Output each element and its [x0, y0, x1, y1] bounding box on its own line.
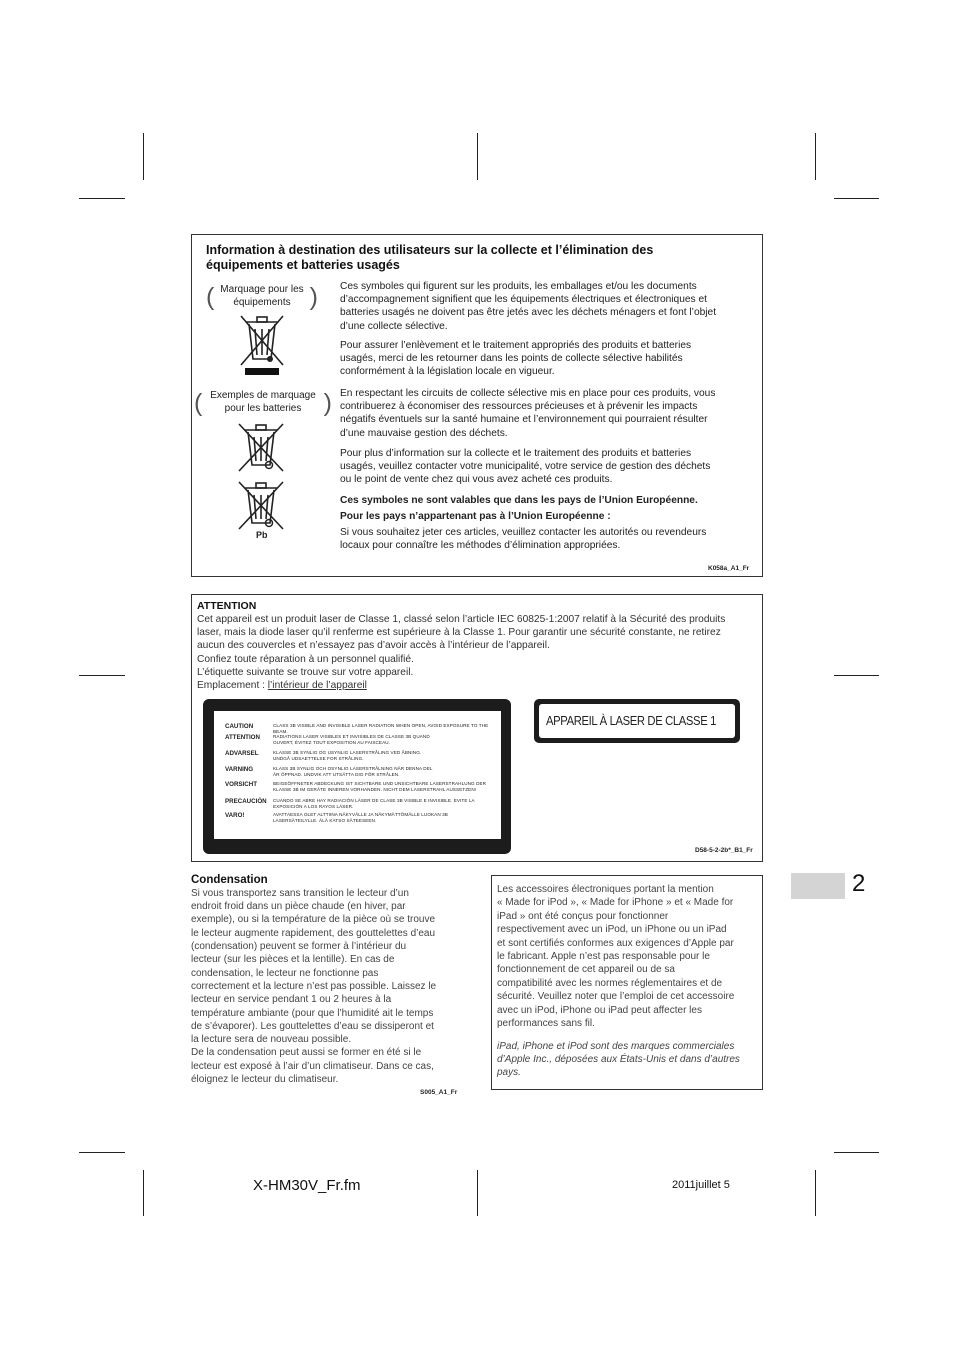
weee-paragraph-4: Pour plus d’information sur la collecte et le traitement des produits et batteries usagés, veuillez contacter votre municipalité, votre service de gestion des déchets ou le point de vente chez qui vous avez acheté ces produits. [340, 448, 711, 486]
condensation-title: Condensation [191, 874, 268, 886]
crossed-bin-battery-icon [236, 421, 286, 473]
crossed-bin-battery-pb-icon [236, 479, 286, 531]
condensation-code: S005_A1_Fr [420, 1089, 458, 1096]
weee-code: K058a_A1_Fr [708, 565, 750, 572]
crop-mark [834, 198, 879, 199]
weee-title: Information à destination des utilisateurs sur la collecte et l’élimination des équipements et batteries usagés [206, 243, 654, 272]
label-location: Emplacement : l’intérieur de l’appareil [197, 680, 367, 691]
crop-mark [834, 675, 879, 676]
laser-class-label: APPAREIL À LASER DE CLASSE 1 [534, 699, 740, 743]
equipment-marking-label: ( Marquage pour les équipements ) [216, 284, 308, 309]
crop-mark [79, 675, 125, 676]
battery-marking-label: ( Exemples de marquage pour les batteries ) [204, 390, 322, 415]
weee-paragraph-7: Si vous souhaitez jeter ces articles, veuillez contacter les autorités ou revendeurs locaux pour connaître les méthodes d’élimination appropriées. [340, 527, 707, 552]
crop-mark [143, 133, 144, 180]
weee-paragraph-3: En respectant les circuits de collecte sélective mis en place pour ces produits, vous contribuerez à économiser des ressources précieuses et à prévenir les impacts négatifs éventuels sur la santé humaine et l’environnement qui pourraient résulter d’une mauvaise gestion des déchets. [340, 388, 716, 439]
crossed-bin-icon [238, 313, 286, 377]
weee-non-eu-heading: Pour les pays n’appartenant pas à l’Union Européenne : [340, 511, 611, 522]
laser-warning-label: CAUTION CLASS 3B VISIBLE AND INVISIBLE LASER RADIATION WHEN OPEN, AVOID EXPOSURE TO THE BEAM. ATTENTION RADIATIONS LASER VISIBLES ET INVISIBLES DE CLASSE 3B QUAND OUVERT, ÉVITEZ TOUT EXPOSITION AU FAISCEAU. ADVARSEL KLASSE 3B SYNLIG OG USYNLIG LASERSTRÅLING VED ÅBNING. UNDGÅ UDSAETTELSE FOR STRÅLING. VARNING KLASS 3B SYNLIG OCH OSYNLIG LASERSTRÅLNING NÄR DENNA DEL ÄR ÖPPNAD. UNDVIK ATT UTSÄTTA DIG FÖR STRÅLEN. VORSICHT BEIGEÖFFNETER ABDECKUNG IST SICHTBARE UND UNSICHTBARE LASERSTRAHLUNG DER KLASSE 3B IM GERÄTE INNEREN VORHANDEN. NICHT DEM LASERSTRAHL AUSSETZEN! PRECAUCIÓN CUANDO SE ABRE HAY RADIACIÓN LÁSER DE CLASE 3B VISIBLE E INVISIBLE. EVITE LA EXPOSICIÓN A LOS RAYOS LÁSER. VARO! AVATTAESSA OLET ALTTIINA NÄKYVÄLLE JA NÄKYMÄTTÖMÄLLE LUOKAN 3B LASERSÄTEILYLLE. ÄLÄ KATSO SÄTEESEEN. [203, 699, 511, 854]
pb-label: Pb [256, 530, 268, 540]
attention-line: L’étiquette suivante se trouve sur votre appareil. [197, 667, 414, 678]
weee-info-box [191, 234, 763, 577]
attention-line: Cet appareil est un produit laser de Classe 1, classé selon l’article IEC 60825-1:2007 relatif à la Sécurité des produits [197, 614, 726, 625]
crop-mark [477, 1170, 478, 1216]
laser-code: D58-5-2-2b*_B1_Fr [695, 847, 753, 854]
crop-mark [834, 1152, 879, 1153]
attention-line: Confiez toute réparation à un personnel qualifié. [197, 654, 414, 665]
attention-heading: ATTENTION [197, 600, 257, 612]
weee-paragraph-2: Pour assurer l’enlèvement et le traitement appropriés des produits et batteries usagés, merci de les retourner dans les points de collecte sélective habilités conformément à la législation locale en vigueur. [340, 340, 692, 378]
crop-mark [815, 1170, 816, 1216]
crop-mark [477, 133, 478, 180]
crop-mark [79, 198, 125, 199]
page-number: 2 [852, 870, 866, 897]
attention-line: laser, mais la diode laser qu’il renferme est supérieure à la Classe 1. Pour garantir une sécurité constante, ne retirez [197, 627, 721, 638]
crop-mark [143, 1170, 144, 1216]
page-tab [791, 873, 845, 899]
weee-eu-note: Ces symboles ne sont valables que dans les pays de l’Union Européenne. [340, 495, 698, 506]
weee-paragraph-1: Ces symboles qui figurent sur les produits, les emballages et/ou les documents d’accompagnement signifient que les équipements électriques et électroniques et batteries usagés ne doivent pas être jetés avec les déchets ménagers et font l’objet d’une collecte sélective. [340, 281, 717, 332]
crop-mark [815, 133, 816, 180]
apple-accessories-box: Les accessoires électroniques portant la mention « Made for iPod », « Made for iPhone » et « Made for iPad » ont été conçus pour fonctionner respectivement avec un iPod, un iPhone ou un iPad et sont certifiés conformes aux exigences d’Apple par le fabricant. Apple n’est pas responsable pour le fonctionnement de cet appareil ou de sa compatibilité avec les normes réglementaires et de sécurité. Veuillez noter que l’emploi de cet accessoire avec un iPod, iPhone ou iPad peut affecter les performances sans fil. iPad, iPhone et iPod sont des marques commerciales d’Apple Inc., déposées aux États-Unis et dans d’autres pays. [491, 875, 763, 1090]
crop-mark [79, 1152, 125, 1153]
attention-line: aucun des couvercles et n’essayez pas d’avoir accès à l’intérieur de l’appareil. [197, 640, 550, 651]
laser-attention-box [191, 594, 763, 862]
footer-filename: X-HM30V_Fr.fm [253, 1177, 361, 1194]
footer-date: 2011juillet 5 [672, 1179, 730, 1191]
